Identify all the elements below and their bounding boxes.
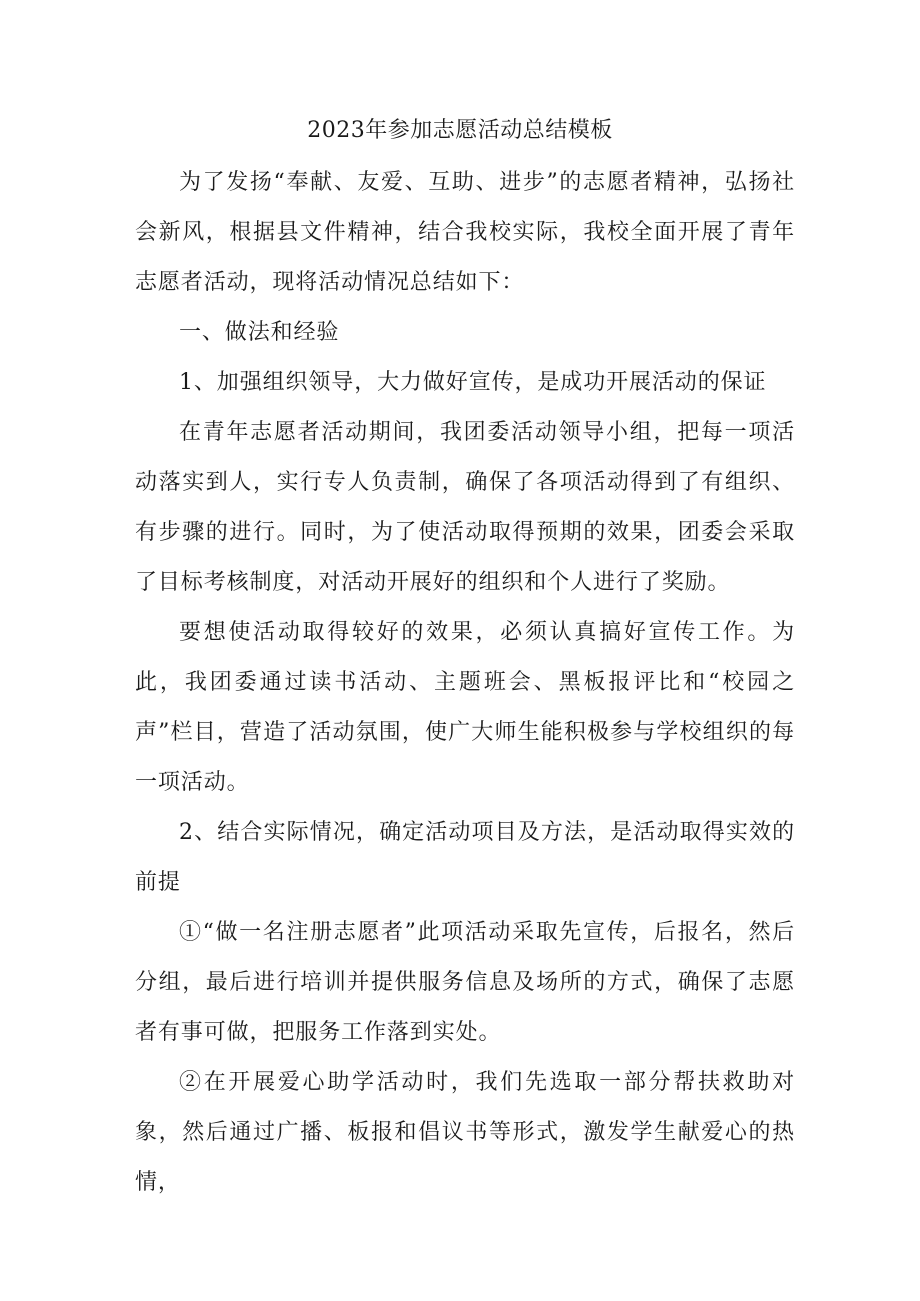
subheading-organization: 1、加强组织领导，大力做好宣传，是成功开展活动的保证: [179, 370, 767, 395]
subheading-practical: 2、结合实际情况，确定活动项目及方法，是活动取得实效的前提: [135, 820, 795, 895]
paragraph-publicity: 要想使活动取得较好的效果，必须认真搞好宣传工作。为此，我团委通过读书活动、主题班会、黑板报评比和“校园之声”栏目，营造了活动氛围，使广大师生能积极参与学校组织的每一项活动。: [135, 620, 795, 795]
document-body: [135, 158, 795, 1208]
paragraph-leadership: 在青年志愿者活动期间，我团委活动领导小组，把每一项活动落实到人，实行专人负责制，确保了各项活动得到了有组织、有步骤的进行。同时，为了使活动取得预期的效果，团委会采取了目标考核制度，对活动开展好的组织和个人进行了奖励。: [135, 420, 795, 595]
paragraph-registered-volunteer: ①“做一名注册志愿者”此项活动采取先宣传，后报名，然后分组，最后进行培训并提供服务信息及场所的方式，确保了志愿者有事可做，把服务工作落到实处。: [135, 920, 795, 1045]
document-title: 2023年参加志愿活动总结模板: [307, 118, 613, 143]
paragraph-intro: 为了发扬“奉献、友爱、互助、进步”的志愿者精神，弘扬社会新风，根据县文件精神，结合我校实际，我校全面开展了青年志愿者活动，现将活动情况总结如下：: [135, 170, 795, 295]
paragraph-charity-aid: ②在开展爱心助学活动时，我们先选取一部分帮扶救助对象，然后通过广播、板报和倡议书等形式，激发学生献爱心的热情，: [135, 1070, 795, 1195]
section-heading-practices: 一、做法和经验: [179, 320, 340, 345]
